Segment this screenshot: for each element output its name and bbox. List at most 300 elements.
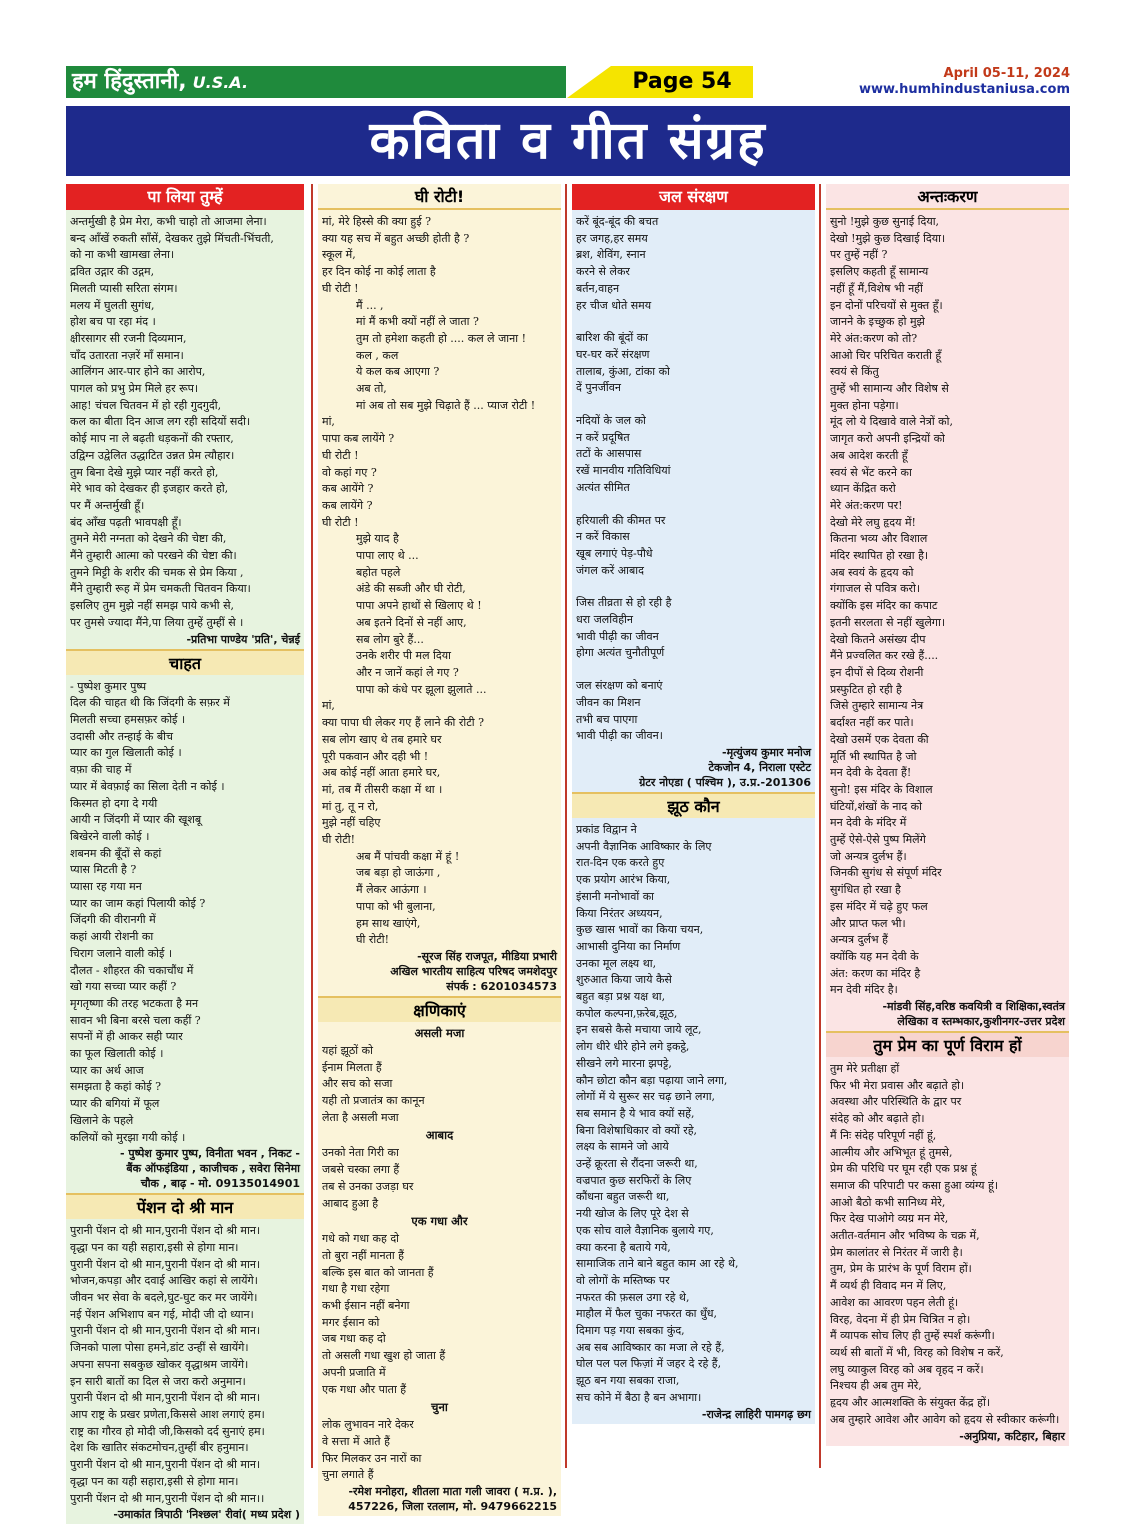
poem-line: - पुष्पेश कुमार पुष्प — [70, 679, 147, 693]
poem-line: अखिल भारतीय साहित्य परिषद जमशेदपुर — [390, 964, 557, 978]
poem-line: तुम बिना देखे मुझे प्यार नहीं करते हो, — [70, 465, 219, 479]
poem-line: सब समान है ये भाव क्यों सहें, — [576, 1106, 695, 1120]
poem-line: और न जानें कहां ले गए ? — [356, 665, 459, 679]
poem-line: आप राष्ट्र के प्रखर प्रणेता,किससे आश लगाएं हम। — [70, 1408, 265, 1421]
poem-line: यहां झूठों को — [322, 1043, 373, 1057]
poem-line: अब कोई नहीं आता हमारे घर, — [322, 766, 441, 780]
poem-line: मुक्त होना पड़ेगा। — [830, 398, 899, 412]
poem-line: घोल पल पल फिज़ां में जहर दे रहे हैं, — [576, 1357, 722, 1371]
poem-line: कब आयेंगे ? — [322, 482, 374, 496]
poem-line: हम साथ खाएंगे, — [356, 916, 421, 930]
poem-line: एक प्रयोग आरंभ किया, — [576, 873, 671, 887]
column-3 — [572, 184, 815, 1468]
poem-line: अन्तर्मुखी है प्रेम मेरा, कभी चाहो तो आजमा लेना। — [70, 215, 267, 228]
poem-line: मां, — [322, 415, 335, 429]
poem-line: प्यार की बगियां में फूल — [70, 1097, 160, 1111]
poem-line: अत्यंत सीमित — [576, 480, 630, 494]
poem-line: मन देवी के देवता हैं! — [830, 766, 912, 780]
poem-line: आत्मीय और अभिभूत हूं तुमसे, — [830, 1145, 953, 1159]
poem-line: होश बच पा रहा मंद । — [70, 315, 156, 329]
poem-line: पापा लाए थे ... — [356, 549, 419, 563]
poem-line: मां, — [322, 699, 335, 713]
poem-line: बहोत पहले — [356, 565, 401, 579]
poem-line: फिर मिलकर उन नारों का — [322, 1451, 422, 1465]
poem-line: राष्ट्र का गौरव हो मोदी जी,किसको दर्द सुनाएं हम। — [70, 1424, 265, 1438]
poem-line: मैं ... , — [356, 298, 384, 312]
poem-line: खिलाने के पहले — [70, 1113, 134, 1127]
poem-line: इन सारी बातों का दिल से जरा करो अनुमान। — [70, 1374, 246, 1388]
poem-line: लोग धीरे धीरे होने लगे इकट्ठे, — [576, 1040, 690, 1054]
poem-line: एक गधा और पाता हैं — [322, 1382, 407, 1396]
poem-line: दिल की चाहत थी कि जिंदगी के सफ़र में — [70, 696, 230, 710]
poem-line: अन्यत्र दुर्लभ हैं — [830, 933, 888, 947]
poem-line: इसलिए कहती हूँ सामान्य — [830, 265, 929, 279]
poem-line: यही तो प्रजातंत्र का कानून — [322, 1094, 425, 1108]
poem-line: दिमाग पड़ गया सबका कुंद, — [576, 1324, 685, 1338]
poem-line: रखें मानवीय गतिविधियां — [576, 464, 671, 478]
poem-line: हर चीज धोते समय — [576, 298, 652, 312]
poem-line: चिराग जलाने वाली कोई । — [70, 946, 173, 960]
issue-date: April 05-11, 2024 — [943, 66, 1070, 81]
poem-line: मां, तब मैं तीसरी कक्षा में था । — [322, 782, 443, 796]
poem-line: मैं व्यापक सोच लिए ही तुम्हें स्पर्श करूंगी। — [830, 1329, 995, 1343]
poem-line: अंडे की सब्जी और घी रोटी, — [356, 582, 466, 596]
column-1 — [66, 184, 304, 1522]
poem-line: विरह, वेदना में ही प्रेम चित्रित न हो। — [830, 1312, 971, 1326]
poem-line: प्यासा रह गया मन — [70, 880, 142, 894]
poem-line: आवेश का आवरण पहन लेती हूं। — [830, 1295, 959, 1309]
poem-lines — [70, 1223, 300, 1507]
poem-line: -मांडवी सिंह,वरिष्ठ कवयित्री व शिक्षिका,स्वतंत्र — [882, 1000, 1065, 1014]
poem-line: मुझे याद है — [356, 532, 399, 546]
poem-line: अपनी प्रजाति में — [322, 1365, 386, 1379]
poem-line: आबाद हुआ है — [322, 1196, 379, 1210]
poem-line: मैं निः संदेह परिपूर्ण नहीं हूं, — [830, 1128, 937, 1142]
poem-line: प्रकांड विद्वान ने — [576, 822, 637, 836]
poem-line: बैंक ऑफइंडिया , काजीचक , सवेरा सिनेमा — [126, 1162, 300, 1176]
poem-line: जंगल करें आबाद — [576, 563, 644, 577]
poem-line: जिसे तुम्हारे सामान्य नेत्र — [830, 699, 924, 713]
column-divider — [819, 184, 821, 1468]
poem-line: किया निरंतर अध्ययन, — [576, 906, 663, 920]
poem-line: जिनको पाला पोसा हमने,डांट उन्हीं से खायेंगे। — [70, 1341, 249, 1355]
poem-line: बल्कि इस बात को जानता हैं — [322, 1265, 434, 1279]
poem-kshanikayen — [318, 996, 561, 1516]
poem-line: उनको नेता गिरी का — [322, 1146, 399, 1160]
poem-line: लेता है असली मजा — [322, 1110, 399, 1124]
poem-line: जीवन भर सेवा के बदले,घुट-घुट कर मर जायेंगे। — [70, 1291, 258, 1305]
poem-line: कौन छोटा कौन बड़ा पढ़ाया जाने लगा, — [576, 1073, 728, 1087]
poem-line: जब गधा कह दो — [322, 1332, 386, 1346]
poem-line: देखो उसमें एक देवता की — [830, 732, 929, 746]
poem-line: स्वयं से किंतु — [830, 365, 879, 379]
poem-line: लोगों में ये सुरूर सर चढ़ छाने लगा, — [576, 1090, 716, 1104]
poem-line: तभी बच पाएगा — [576, 712, 638, 726]
poem-line: तुम तो हमेशा कहती हो .... कल ले जाना ! — [356, 331, 527, 345]
poem-line: क्योंकि इस मंदिर का कपाट — [830, 599, 938, 613]
poem-line: तटों के आसपास — [576, 447, 642, 461]
poem-line: -अनुप्रिया, कटिहार, बिहार — [959, 1429, 1065, 1443]
poem-line: हरियाली की कीमत पर — [576, 513, 666, 527]
poem-line: उनका मूल लक्ष्य था, — [576, 956, 657, 970]
poem-line: बिखेरने वाली कोई । — [70, 829, 150, 843]
poem-line: पुरानी पेंशन दो श्री मान,पुरानी पेंशन दो श्री मान। — [70, 1224, 261, 1238]
poem-line: संदेह को और बढ़ाते हो। — [830, 1112, 925, 1126]
poem-title: जल संरक्षण — [572, 184, 815, 210]
poem-line: उन्हें क्रूरता से रौंदना जरूरी था, — [576, 1157, 698, 1171]
poem-line: ध्यान केंद्रित करो — [830, 482, 896, 496]
poem-line: अतीत-वर्तमान और भविष्य के चक्र में, — [830, 1229, 980, 1243]
poem-line: कोई माप ना ले बढ़ती धड़कनों की रफ्तार, — [70, 432, 234, 446]
section-banner: कविता व गीत संग्रह — [66, 106, 1070, 176]
poem-line: कपोल कल्पना,फ़रेब,झूठ, — [576, 1006, 678, 1020]
poem-line: मृगतृष्णा की तरह भटकता है मन — [70, 996, 199, 1010]
page-header — [66, 66, 1070, 100]
poem-line: प्रेम की परिधि पर घूम रही एक प्रश्न हूं — [830, 1162, 977, 1176]
poem-title: क्षणिकाएं — [318, 996, 561, 1022]
poem-line: बंद आँख पढ़ती भावपक्षी हूँ। — [70, 515, 182, 529]
poem-line: पापा को कंधे पर झूला झुलाते ... — [356, 682, 487, 696]
poem-line: अब स्वयं के हृदय को — [830, 565, 914, 579]
poem-line: देखो मेरे लघु हृदय में! — [830, 515, 916, 529]
poem-line: अब सब आविष्कार का मजा ले रहे हैं, — [576, 1340, 725, 1354]
poem-line: मैंने प्रज्वलित कर रखे हैं.... — [830, 649, 939, 663]
poem-line: फिर देख पाओगे व्यग्र मन मेरे, — [830, 1212, 949, 1226]
poem-lines — [830, 214, 1065, 999]
poem-line: क्या यह सच में बहुत अच्छी होती है ? — [322, 231, 470, 245]
poem-line: पापा को भी बुलाना, — [356, 899, 436, 913]
poem-line: अब इतने दिनों से नहीं आए, — [356, 615, 467, 629]
poem-line: लघु व्याकुल विरह को अब वृहद न करें। — [830, 1362, 984, 1376]
poem-line: नहीं हूँ मैं,विशेष भी नहीं — [830, 281, 923, 295]
poem-line: पापा अपने हाथों से खिलाए थे ! — [356, 599, 482, 613]
poem-line: जल संरक्षण को बनाएं — [576, 679, 663, 693]
poem-line: मूंद लो ये दिखावे वाले नेत्रों को, — [830, 415, 953, 429]
poem-line: नई पेंशन अभिशाप बन गई, मोदी जी दो ध्यान। — [70, 1307, 254, 1321]
poem-lines — [322, 1417, 557, 1484]
poem-line: जागृत करो अपनी इन्द्रियों को — [830, 432, 945, 446]
poem-line: वफ़ा की चाह में — [70, 763, 132, 777]
poem-line: मां, मेरे हिस्से की क्या हुई ? — [322, 215, 432, 228]
poem-lines — [70, 214, 300, 632]
poem-line: धरा जलविहीन — [576, 613, 633, 627]
column-divider — [311, 184, 313, 1468]
kshanika-list — [322, 1026, 557, 1484]
poem-line: जो अन्यत्र दुर्लभ हैं। — [830, 849, 907, 863]
poem-line: और प्राप्त फल भी। — [830, 916, 906, 930]
poem-line: वो लोगों के मस्तिष्क पर — [576, 1273, 670, 1287]
poem-line: मां तु, तू न रो, — [322, 799, 379, 813]
poem-lines — [322, 1231, 557, 1398]
poem-line: क्या पापा घी लेकर गए हैं लाने की रोटी ? — [322, 716, 484, 730]
poem-line: घी रोटी ! — [322, 281, 359, 295]
poem-line: नफरत की फ़सल उगा रहे थे, — [576, 1290, 690, 1304]
poem-line: गंगाजल से पवित्र करो। — [830, 582, 921, 596]
poem-line: मलय में घुलती सुगंध, — [70, 298, 155, 312]
poem-line: का फूल खिलाती कोई । — [70, 1047, 164, 1061]
poem-line: खो गया सच्चा प्यार कहीं ? — [70, 980, 177, 994]
poem-line: अंत: करण का मंदिर है — [830, 966, 921, 980]
poem-line: मगर ईसान को — [322, 1315, 380, 1329]
poem-line: प्यार में बेवफ़ाई का सिला देती न कोई । — [70, 779, 225, 793]
poem-line: गधे को गधा कह दो — [322, 1232, 400, 1246]
poem-line: पूरी पकवान और दही भी ! — [322, 749, 429, 763]
poem-pension-do-shri-maan — [66, 1193, 304, 1524]
poem-line: आह! चंचल चितवन में हो रही गुदगुदी, — [70, 398, 222, 412]
poem-line: क्षीरसागर सी रजनी दिव्यमान, — [70, 331, 187, 345]
poem-line: माहौल में फैल चुका नफरत का धुँध, — [576, 1307, 718, 1321]
poem-line: सब लोग बुरे हैं... — [356, 632, 424, 646]
poem-line: भोजन,कपड़ा और दवाई आखिर कहां से लायेंगे। — [70, 1274, 258, 1288]
poem-line: स्कूल में, — [322, 248, 356, 262]
stanza-gap — [576, 314, 811, 330]
poem-line: सपनों में ही आकर सही प्यार — [70, 1030, 183, 1044]
poem-line: टेकजोन 4, निराला एस्टेट — [708, 760, 811, 774]
poem-title: अन्तःकरण — [826, 184, 1069, 210]
website-link[interactable]: www.humhindustaniusa.com — [858, 82, 1070, 97]
poem-title: झूठ कौन — [572, 792, 815, 818]
poem-line: हर दिन कोई ना कोई लाता है — [322, 265, 436, 279]
brand-name: हम हिंदुस्तानी, — [72, 69, 187, 94]
poem-credit — [830, 999, 1065, 1029]
poem-line: भावी पीढ़ी का जीवन। — [576, 729, 663, 743]
poem-line: -सूरज सिंह राजपूत, मीडिया प्रभारी — [417, 949, 557, 963]
poem-line: दौलत - शौहरत की चकाचौंध में — [70, 963, 194, 977]
poem-line: वो कहां गए ? — [322, 465, 377, 479]
poem-line: पुरानी पेंशन दो श्री मान,पुरानी पेंशन दो श्री मान।। — [70, 1491, 265, 1505]
poem-line: मूर्ति भी स्थापित है जो — [830, 749, 917, 763]
brand-suffix: U.S.A. — [192, 73, 249, 92]
stanza-gap — [576, 397, 811, 413]
poem-line: मिलती प्यासी सरिता संगम। — [70, 281, 178, 295]
poem-line: चाँद उतारता नज़रें माँ समान। — [70, 348, 184, 362]
poem-line: वृद्धा पन का यही सहारा,इसी से होगा मान। — [70, 1474, 239, 1488]
poem-line: समाज की परिपाटी पर कसा हुआ व्यंग्य हूं। — [830, 1178, 999, 1192]
poem-line: मैं व्यर्थ ही विवाद मन में लिए, — [830, 1279, 947, 1293]
poem-line: पर मैं अन्तर्मुखी हूँ। — [70, 498, 145, 512]
poem-line: आलिंगन आर-पार होने का आरोप, — [70, 365, 206, 379]
poem-line: इन दीपों से दिव्य रोशनी — [830, 665, 924, 679]
poem-jal-sanrakshan — [572, 184, 815, 792]
poem-line: पुरानी पेंशन दो श्री मान,पुरानी पेंशन दो श्री मान। — [70, 1257, 261, 1271]
poem-line: मैं लेकर आऊंगा । — [356, 883, 427, 897]
poem-line: बिना विशेषाधिकार वो क्यों रहे, — [576, 1123, 698, 1137]
poem-line: नदियों के जल को — [576, 414, 646, 428]
poem-line: खूब लगाएं पेड़-पौधे — [576, 546, 653, 560]
poem-line: दें पुनर्जीवन — [576, 381, 621, 395]
poem-line: और सच को सजा — [322, 1077, 393, 1091]
poem-line: होगा अत्यंत चुनौतीपूर्ण — [576, 646, 665, 660]
poem-line: घी रोटी! — [356, 933, 390, 947]
poem-line: कलियों को मुरझा गयी कोई । — [70, 1130, 186, 1144]
poem-line: कौंधना बहुत जरूरी था, — [576, 1190, 670, 1204]
poem-line: ग्रेटर नोएडा ( पश्चिम ), उ.प्र.-201306 — [639, 775, 811, 789]
column-2 — [318, 184, 561, 1514]
poem-line: तब से उनका उजड़ा घर — [322, 1179, 414, 1193]
poem-line: लोक लुभावन नारे देकर — [322, 1418, 414, 1432]
poem-line: देश कि खातिर संकटमोचन,तुम्हीं बीर हनुमान। — [70, 1441, 249, 1455]
poem-line: मुझे नहीं चहिए — [322, 816, 381, 830]
poem-line: करने से लेकर — [576, 265, 630, 279]
poem-line: प्यार का अर्थ आज — [70, 1063, 144, 1077]
poem-line: अब आदेश करती हूँ — [830, 448, 908, 462]
poem-lines — [830, 1061, 1065, 1428]
poem-line: तुम मेरे प्रतीक्षा हों — [830, 1062, 900, 1076]
poem-line: घी रोटी ! — [322, 515, 359, 529]
poem-line: वृद्धा पन का यही सहारा,इसी से होगा मान। — [70, 1240, 239, 1254]
poem-line: मां मैं कभी क्यों नहीं ले जाता ? — [356, 315, 479, 329]
poem-line: बर्दाश्त नहीं कर पाते। — [830, 716, 914, 730]
poem-line: सीखने लगे मारना झपट्टे, — [576, 1056, 672, 1070]
poem-line: करें बूंद-बूंद की बचत — [576, 215, 659, 228]
poem-line: बर्तन,वाहन — [576, 281, 620, 295]
poem-line: मां अब तो सब मुझे चिढ़ाते हैं ... प्याज रोटी ! — [356, 398, 536, 412]
poem-line: इंसानी मनोभावों का — [576, 889, 655, 903]
poem-line: मन देवी मंदिर है। — [830, 983, 898, 997]
poem-line: समझता है कहां कोई ? — [70, 1080, 162, 1094]
poem-line: सुगंधित हो रखा है — [830, 883, 901, 897]
poem-line: घर-घर करें संरक्षण — [576, 347, 650, 361]
poem-line: घी रोटी ! — [322, 448, 359, 462]
poem-line: -प्रतिभा पाण्डेय 'प्रति', चेन्नई — [186, 632, 300, 646]
poem-line: लक्ष्य के सामने जो आये — [576, 1140, 669, 1154]
poem-line: अवस्था और परिस्थिति के द्वार पर — [830, 1095, 962, 1109]
poem-credit — [70, 1146, 300, 1191]
poem-line: जब बड़ा हो जाऊंगा , — [356, 866, 441, 880]
poem-title: घी रोटी! — [318, 184, 561, 210]
poem-title: पेंशन दो श्री मान — [66, 1193, 304, 1219]
poem-credit — [70, 632, 300, 647]
poem-line: उदासी और तन्हाई के बीच — [70, 729, 173, 743]
poem-line: बहुत बड़ा प्रश्न यक्ष था, — [576, 990, 666, 1004]
poem-line: मंदिर स्थापित हो रखा है। — [830, 549, 929, 563]
poem-line: अब तुम्हारे आवेश और आवेग को हृदय से स्वीकार करूंगी। — [830, 1412, 1060, 1426]
poem-line: सामाजिक ताने बाने बहुत काम आ रहे थे, — [576, 1257, 739, 1271]
poem-line: तुमने मेरी नग्नता को देखने की चेष्टा की, — [70, 532, 227, 546]
poem-line: सुनो! इस मंदिर के विशाल — [830, 782, 933, 796]
poem-line: प्यार का गुल खिलाती कोई । — [70, 746, 182, 760]
poem-line: कभी ईसान नहीं बनेगा — [322, 1299, 410, 1313]
masthead — [66, 66, 566, 98]
poem-line: एक सोच वाले वैज्ञानिक बुलाये गए, — [576, 1223, 714, 1237]
poem-line: ब्रश, शेविंग, स्नान — [576, 248, 646, 262]
poem-line: वे सत्ता में आते हैं — [322, 1435, 390, 1448]
poem-line: उनके शरीर पी मल दिया — [356, 649, 451, 663]
poem-line: प्यार का जाम कहां पिलायी कोई ? — [70, 896, 206, 910]
poem-ghee-roti — [318, 184, 561, 996]
poem-line: मेरे भाव को देखकर ही इजहार करते हो, — [70, 482, 229, 496]
poem-line: मेरे अंत:करण पर! — [830, 498, 903, 512]
poem-lines — [322, 1043, 557, 1127]
poem-line: निश्चय ही अब तुम मेरे, — [830, 1379, 922, 1393]
poem-credit — [830, 1429, 1065, 1444]
poem-line: न करें विकास — [576, 530, 630, 544]
poem-line: स्वयं से भेंट करने का — [830, 465, 912, 479]
poem-line: कल , कल — [356, 348, 399, 362]
poem-line: शबनम की बूँदों से कहां — [70, 846, 162, 860]
poem-line: मिलती सच्चा हमसफ़र कोई । — [70, 712, 186, 726]
poem-lines — [576, 214, 811, 745]
poem-line: मैंने तुम्हारी रूह में प्रेम चमकती चितवन किया। — [70, 582, 251, 596]
poem-line: तो असली गधा खुश हो जाता हैं — [322, 1349, 446, 1363]
poem-line: पापा कब लायेंगे ? — [322, 432, 395, 446]
stanza-gap — [576, 497, 811, 513]
poem-line: फिर भी मेरा प्रवास और बढ़ाते हो। — [830, 1078, 965, 1092]
poem-line: अब तो, — [356, 382, 387, 396]
poem-lines — [322, 1145, 557, 1212]
poem-antahkaran — [826, 184, 1069, 1031]
poem-line: तुमने मिट्टी के शरीर की चमक से प्रेम किया , — [70, 565, 244, 579]
poem-line: मन देवी के मंदिर में — [830, 816, 907, 830]
poem-line: क्या करना है बताये गये, — [576, 1240, 671, 1254]
kshanika-heading: चुना — [431, 1400, 448, 1415]
poem-tum-prem-ka-purn-viram — [826, 1031, 1069, 1445]
poem-line: पागल को प्रभु प्रेम मिले हर रूप। — [70, 382, 199, 396]
poem-line: -राजेन्द्र लाहिरी पामगढ़ छग — [701, 1407, 811, 1421]
poem-credit — [576, 1407, 811, 1422]
column-4 — [826, 184, 1069, 1468]
poem-line: कहां आयी रोशनी का — [70, 930, 154, 944]
kshanika-heading: असली मजा — [414, 1025, 465, 1040]
poem-line: द्रवित उद्गार की उद्गम, — [70, 265, 155, 279]
poem-line: इतनी सरलता से नहीं खुलेगा। — [830, 615, 946, 629]
poem-line: - पुष्पेश कुमार पुष्प, विनीता भवन , निकट - — [120, 1147, 300, 1161]
kshanika-heading: आबाद — [425, 1128, 454, 1143]
poem-line: पुरानी पेंशन दो श्री मान,पुरानी पेंशन दो श्री मान। — [70, 1391, 261, 1405]
column-divider — [565, 184, 567, 1468]
poem-line: -रमेश मनोहरा, शीतला माता गली जावरा ( म.प्र. ), — [348, 1485, 557, 1499]
poem-line: आओ चिर परिचित कराती हूँ — [830, 348, 942, 362]
poem-line: घी रोटी! — [322, 833, 356, 847]
poem-credit — [576, 745, 811, 790]
poem-line: सब लोग खाए थे तब हमारे घर — [322, 732, 442, 746]
poem-line: तुम्हें ऐसे-ऐसे पुष्प मिलेंगे — [830, 833, 926, 847]
poem-line: हृदय और आत्मशक्ति के संयुक्त केंद्र हों। — [830, 1396, 990, 1410]
poem-line: कल का बीता दिन आज लग रही सदियों सदी। — [70, 415, 251, 429]
poem-line: आओ बैठो कभी सानिध्य मेरे, — [830, 1195, 946, 1209]
poem-line: किस्मत हो दगा दे गयी — [70, 796, 158, 810]
poem-line: उद्विग्न उद्वेलित उद्धाटित उन्नत प्रेम त्यौहार। — [70, 448, 235, 462]
poem-line: तो बुरा नहीं मानता हैं — [322, 1248, 405, 1262]
poem-line: प्रस्फुटित हो रही है — [830, 682, 902, 696]
poem-line: मैंने तुम्हारी आत्मा को परखने की चेष्टा की। — [70, 549, 237, 563]
poem-line: -मृत्युंजय कुमार मनोज — [722, 745, 811, 759]
poem-line: जिस तीव्रता से हो रही है — [576, 596, 672, 610]
poem-credit — [70, 1507, 300, 1522]
poem-line: पुरानी पेंशन दो श्री मान,पुरानी पेंशन दो श्री मान। — [70, 1324, 261, 1338]
poem-line: आयी न जिंदगी में प्यार की खूशबू — [70, 813, 202, 827]
poem-line: देखो !मुझे कुछ दिखाई दिया। — [830, 231, 946, 245]
poem-line: चौक , बाढ़ - मो. 09135014901 — [140, 1177, 300, 1191]
poem-lines — [322, 214, 557, 949]
poem-title: पा लिया तुम्हें — [66, 184, 304, 210]
poem-line: लेखिका व स्तम्भकार,कुशीनगर-उत्तर प्रदेश — [897, 1015, 1065, 1029]
poem-line: ईनाम मिलता हैं — [322, 1060, 382, 1074]
poem-jhooth-kaun — [572, 792, 815, 1424]
stanza-gap — [576, 579, 811, 595]
poem-line: अपनी वैज्ञानिक आविष्कार के लिए — [576, 839, 712, 853]
poem-line: कब लायेंगे ? — [322, 498, 373, 512]
poem-line: जीवन का मिशन — [576, 695, 641, 709]
poem-line: भावी पीढ़ी का जीवन — [576, 629, 659, 643]
poem-line: व्यर्थ सी बातों में भी, विरह को विशेष न करें, — [830, 1346, 1004, 1359]
poem-pa-liya-tumhe — [66, 184, 304, 649]
poem-line: आभासी दुनिया का निर्माण — [576, 939, 681, 953]
poem-line: बन्द आँखें रुकती साँसें, देखकर तुझे मिंचती-भिंचती, — [70, 231, 274, 245]
poem-chahat — [66, 649, 304, 1194]
poem-line: जिंदगी की वीरानगी में — [70, 913, 156, 927]
poem-line: अब मैं पांचवी कक्षा में हूं ! — [356, 849, 460, 863]
